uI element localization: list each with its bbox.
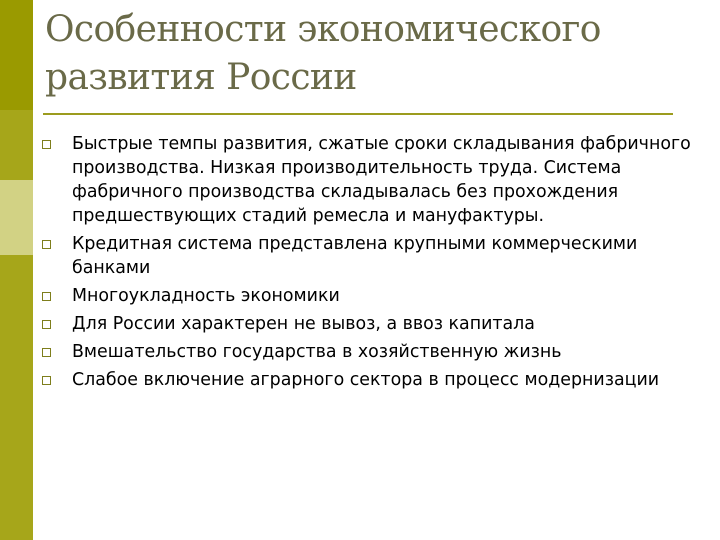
strip-segment-top xyxy=(0,0,33,110)
slide-title xyxy=(45,6,685,102)
hollow-square-icon xyxy=(42,376,51,385)
bullet-text: Для России характерен не вывоз, а ввоз капитала xyxy=(72,314,535,334)
bullet-text: Быстрые темпы развития, сжатые сроки складывания фабричного производства. Низкая производительность труда. Система фабричного производства складывалась без прохождения предшествующих стадий ремесла и мануфактуры. xyxy=(72,134,691,226)
bullet-item xyxy=(40,232,700,280)
bullet-item xyxy=(40,284,700,308)
hollow-square-icon xyxy=(42,348,51,357)
bullet-item xyxy=(40,340,700,364)
hollow-square-icon xyxy=(42,292,51,301)
strip-segment-middle xyxy=(0,110,33,180)
hollow-square-icon xyxy=(42,240,51,249)
bullet-list xyxy=(40,132,700,396)
hollow-square-icon xyxy=(42,320,51,329)
hollow-square-icon xyxy=(42,140,51,149)
strip-segment-bottom xyxy=(0,255,33,540)
slide-title-line-1: Особенности экономического xyxy=(45,9,601,50)
bullet-item xyxy=(40,368,700,392)
bullet-item xyxy=(40,132,700,228)
slide-title-line-2: развития России xyxy=(45,57,357,98)
title-underline-rule xyxy=(43,113,673,115)
strip-segment-light xyxy=(0,180,33,255)
bullet-text: Кредитная система представлена крупными коммерческими банками xyxy=(72,234,638,278)
bullet-item xyxy=(40,312,700,336)
bullet-text: Многоукладность экономики xyxy=(72,286,340,306)
sidebar-accent-strip xyxy=(0,0,33,540)
bullet-text: Вмешательство государства в хозяйственную жизнь xyxy=(72,342,562,362)
bullet-text: Слабое включение аграрного сектора в процесс модернизации xyxy=(72,370,660,390)
